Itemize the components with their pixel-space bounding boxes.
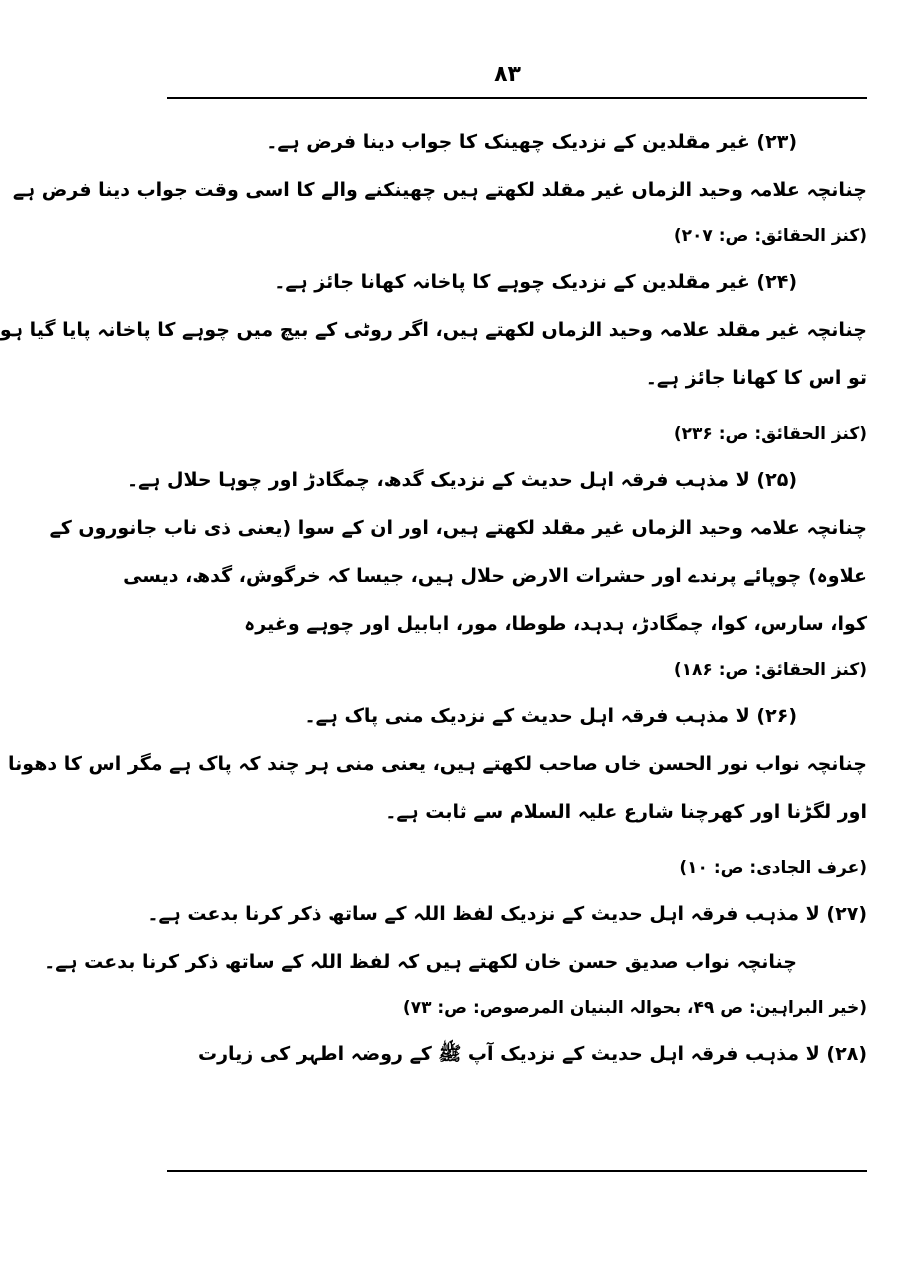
entry-23-reference: (کنز الحقائق: ص: ۲۰۷) bbox=[673, 226, 867, 246]
page-body bbox=[0, 118, 867, 1078]
entry-24-text: چنانچہ غیر مقلد علامہ وحید الزماں لکھتے ہیں، اگر روٹی کے بیچ میں چوہے کا پاخانہ پایا گیا ہو bbox=[0, 319, 867, 341]
entry-25-heading: (۲۵) لا مذہب فرقہ اہل حدیث کے نزدیک گدھ، چمگادڑ اور چوہا حلال ہے۔ bbox=[126, 469, 797, 491]
entry-26-text: اور لگڑنا اور کھرچنا شارع علیہ السلام سے ثابت ہے۔ bbox=[385, 801, 867, 823]
entry-24-text: تو اس کا کھانا جائز ہے۔ bbox=[645, 367, 867, 389]
entry-24-heading: (۲۴) غیر مقلدین کے نزدیک چوہے کا پاخانہ کھانا جائز ہے۔ bbox=[274, 271, 797, 293]
entry-27-text: چنانچہ نواب صدیق حسن خان لکھتے ہیں کہ لفظ اللہ کے ساتھ ذکر کرنا بدعت ہے۔ bbox=[44, 951, 797, 973]
entry-26-heading: (۲۶) لا مذہب فرقہ اہل حدیث کے نزدیک منی پاک ہے۔ bbox=[304, 705, 797, 727]
entry-23-text: چنانچہ علامہ وحید الزماں غیر مقلد لکھتے ہیں چھینکنے والے کا اسی وقت جواب دینا فرض ہے bbox=[12, 179, 867, 201]
entry-27-reference: (خیر البراہین: ص ۴۹، بحوالہ البنیان المرصوص: ص: ۷۳) bbox=[402, 998, 867, 1018]
entry-26-text: چنانچہ نواب نور الحسن خاں صاحب لکھتے ہیں، یعنی منی ہر چند کہ پاک ہے مگر اس کا دھونا bbox=[8, 753, 867, 775]
page-number: ۸۳ bbox=[494, 62, 521, 87]
footer-rule bbox=[167, 1170, 867, 1172]
entry-27-heading: (۲۷) لا مذہب فرقہ اہل حدیث کے نزدیک لفظ اللہ کے ساتھ ذکر کرنا بدعت ہے۔ bbox=[147, 903, 867, 925]
entry-24-reference: (کنز الحقائق: ص: ۲۳۶) bbox=[673, 424, 867, 444]
entry-25-text: علاوہ) چوپائے پرندے اور حشرات الارض حلال ہیں، جیسا کہ خرگوش، گدھ، دیسی bbox=[123, 565, 867, 587]
entry-25-reference: (کنز الحقائق: ص: ۱۸۶) bbox=[673, 660, 867, 680]
entry-28-heading: (۲۸) لا مذہب فرقہ اہل حدیث کے نزدیک آپ ﷺ کے روضہ اطہر کی زیارت bbox=[198, 1043, 867, 1065]
entry-23-heading: (۲۳) غیر مقلدین کے نزدیک چھینک کا جواب دینا فرض ہے۔ bbox=[266, 131, 797, 153]
entry-25-text: کوا، سارس، کوا، چمگادڑ، ہدہد، طوطا، مور، ابابیل اور چوہے وغیرہ bbox=[244, 613, 867, 635]
header-rule bbox=[167, 97, 867, 99]
entry-26-reference: (عرف الجادی: ص: ۱۰) bbox=[679, 858, 867, 878]
entry-25-text: چنانچہ علامہ وحید الزماں غیر مقلد لکھتے ہیں، اور ان کے سوا (یعنی ذی ناب جانوروں کے bbox=[49, 517, 867, 539]
